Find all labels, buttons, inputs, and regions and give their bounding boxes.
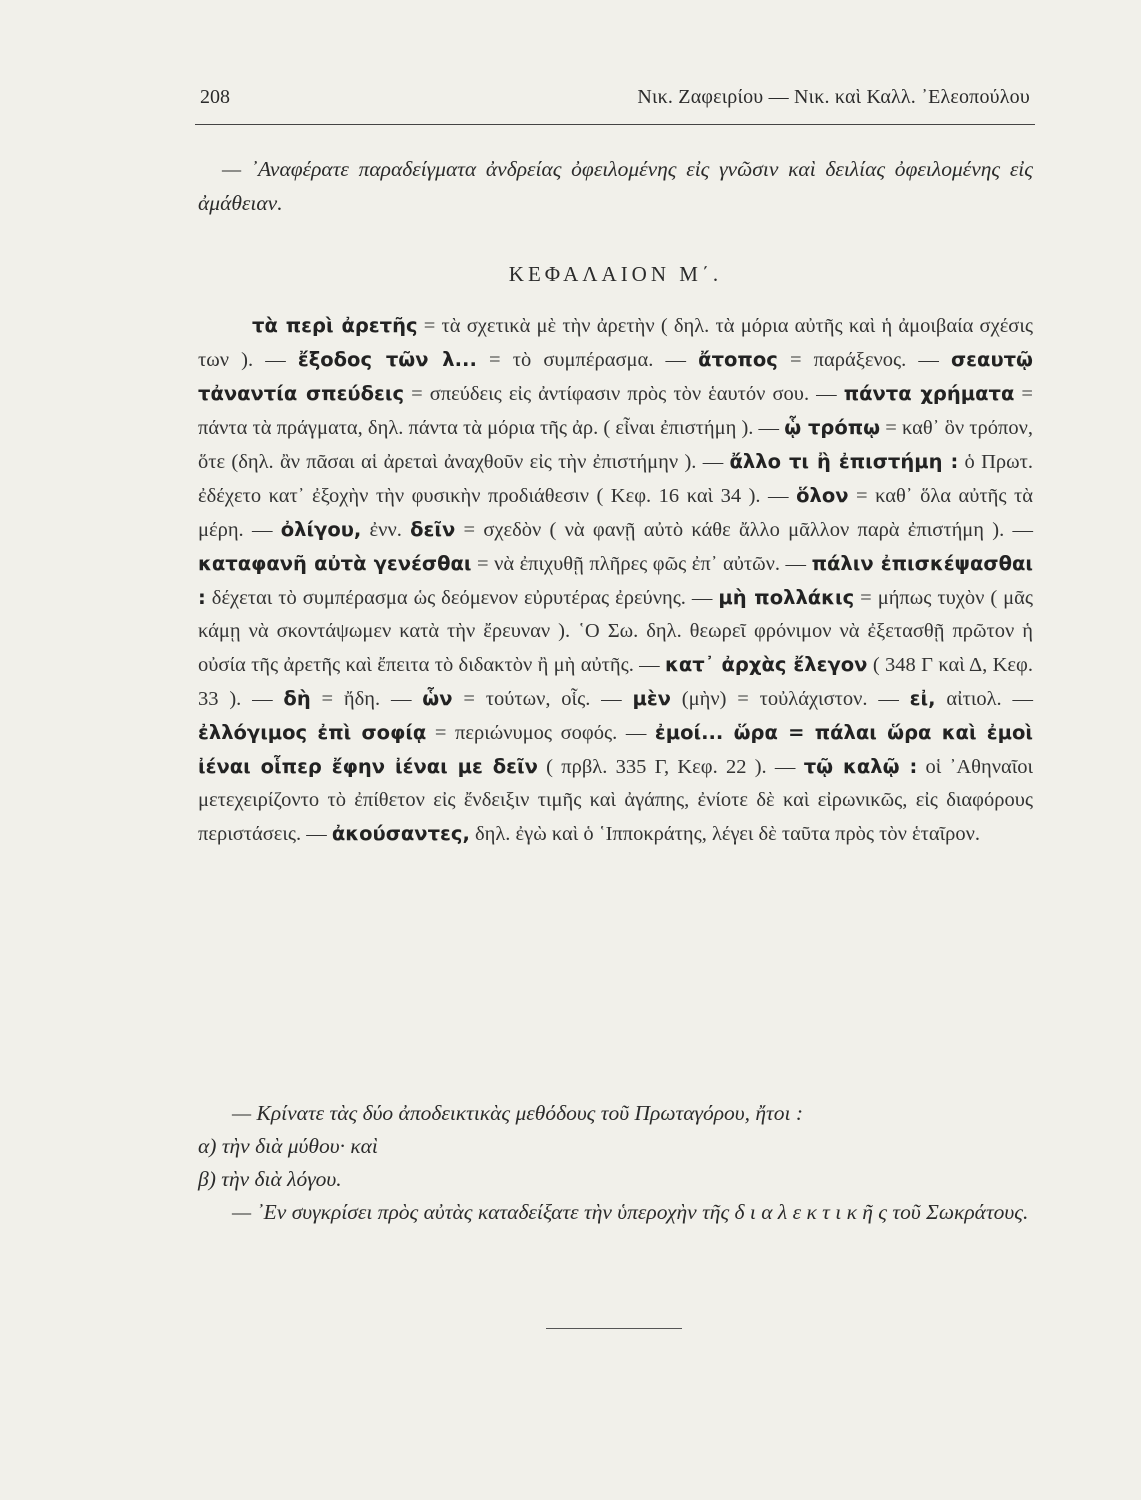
- note-gloss: = καθ᾿ ὃν τρόπον, ὅτε (δηλ. ἂν πᾶσαι αἱ ἀρεταὶ ἀναχθοῦν εἰς τὴν ἐπιστήμην ). —: [198, 417, 1033, 473]
- note-gloss: ( πρβλ. 335 Γ, Κεφ. 22 ). —: [537, 756, 804, 778]
- note-gloss: = σχεδὸν ( νὰ φανῇ αὐτὸ κάθε ἄλλο μᾶλλον παρὰ ἐπιστήμη ). —: [455, 519, 1033, 541]
- exercise-block: [198, 1097, 1033, 1229]
- chapter-title: ΚΕΦΑΛΑΙΟΝ Μ΄.: [508, 262, 723, 286]
- note-term: ἐλλόγιμος ἐπὶ σοφίᾳ: [198, 721, 427, 744]
- question-paragraph: — ᾿Αναφέρατε παραδείγματα ἀνδρείας ὀφειλομένης εἰς γνῶσιν καὶ δειλίας ὀφειλομένης εἰς ἀμάθειαν.: [198, 157, 1033, 215]
- note-gloss: (μὴν) = τοὐλάχιστον. —: [670, 688, 910, 710]
- note-gloss: δέχεται τὸ συμπέρασμα ὡς δεόμενον εὐρυτέρας ἐρεύνης. —: [205, 587, 719, 609]
- note-gloss: = νὰ ἐπιχυθῇ πλῆρες φῶς ἐπ᾿ αὐτῶν. —: [471, 553, 812, 575]
- note-term: ἄλλο τι ἢ ἐπιστήμη :: [729, 450, 959, 473]
- page-number: 208: [200, 86, 230, 108]
- note-term: ἔξοδος τῶν λ...: [297, 348, 477, 371]
- note-gloss: αἰτιολ. —: [935, 688, 1033, 710]
- running-title: Νικ. Ζαφειρίου — Νικ. καὶ Καλλ. ᾿Ελεοπούλου: [637, 86, 1030, 108]
- note-gloss: = πάντα τὰ πράγματα, δηλ. πάντα τὰ μόρια τῆς ἀρ. ( εἶναι ἐπιστήμη ). —: [198, 383, 1033, 439]
- note-gloss: ( 348 Γ καὶ Δ, Κεφ. 33 ). —: [198, 654, 1033, 710]
- note-term: εἰ,: [909, 687, 936, 710]
- note-term: καταφανῆ αὐτὰ γενέσθαι: [198, 552, 472, 575]
- note-term: σεαυτῷ τἀναντία σπεύδεις: [198, 348, 1033, 405]
- note-term: ἐμοί... ὥρα = πάλαι ὥρα καὶ ἐμοὶ ἰέναι οἷπερ ἔφην ἰέναι με δεῖν: [198, 721, 1033, 778]
- note-term: μὴ πολλάκις: [718, 586, 855, 609]
- note-term: πάντα χρήματα: [843, 382, 1015, 405]
- note-gloss: ὁ Πρωτ. ἐδέχετο κατ᾿ ἐξοχὴν τὴν φυσικὴν προδιάθεσιν ( Κεφ. 16 καὶ 34 ). —: [198, 451, 1034, 507]
- note-term: δεῖν: [410, 518, 456, 541]
- exercise-option-b: β) τὴν διὰ λόγου.: [198, 1167, 342, 1191]
- note-gloss: = καθ᾿ ὅλα αὐτῆς τὰ μέρη. —: [198, 485, 1033, 541]
- note-term: ὀλίγου,: [280, 518, 362, 541]
- note-gloss: οἱ ᾿Αθηναῖοι μετεχειρίζοντο τὸ ἐπίθετον εἰς ἔνδειξιν τιμῆς καὶ ἀγάπης, ἐνίοτε δὲ καὶ εἰρωνικῶς, εἰς διαφόρους περιστάσεις. —: [198, 756, 1034, 845]
- note-term: κατ᾿ ἀρχὰς ἔλεγον: [665, 653, 868, 676]
- note-gloss: = σπεύδεις εἰς ἀντίφασιν πρὸς τὸν ἑαυτόν σου. —: [404, 383, 844, 405]
- note-term: τὰ περὶ ἀρετῆς: [252, 314, 418, 337]
- page-header: [200, 86, 1030, 116]
- note-term: ὧν: [422, 687, 453, 710]
- note-term: μὲν: [632, 687, 671, 710]
- note-term: ᾧ τρόπῳ: [784, 416, 881, 439]
- note-gloss: = τὰ σχετικὰ μὲ τὴν ἀρετὴν ( δηλ. τὰ μόρια αὐτῆς καὶ ἡ ἀμοιβαία σχέσις των ). —: [198, 315, 1033, 371]
- note-gloss: = παράξενος. —: [777, 349, 951, 371]
- note-gloss: = ἤδη. —: [310, 688, 423, 710]
- note-gloss: ἐνν.: [361, 519, 411, 541]
- exercise-followup: — ᾿Εν συγκρίσει πρὸς αὐτὰς καταδείξατε τὴν ὑπεροχὴν τῆς δ ι α λ ε κ τ ι κ ῆ ς τοῦ Σωκράτους.: [232, 1200, 1029, 1224]
- exercise-intro: — Κρίνατε τὰς δύο ἀποδεικτικὰς μεθόδους τοῦ Πρωταγόρου, ἤτοι :: [232, 1101, 804, 1125]
- note-term: ἄτοπος: [698, 348, 778, 371]
- note-term: ἀκούσαντες,: [331, 822, 470, 845]
- end-rule: [546, 1328, 682, 1329]
- commentary-notes: [198, 309, 1033, 851]
- header-rule: [195, 124, 1035, 125]
- note-gloss: = τούτων, οἷς. —: [452, 688, 633, 710]
- exercise-option-a: α) τὴν διὰ μύθου· καὶ: [198, 1134, 378, 1158]
- note-gloss: = περιώνυμος σοφός. —: [426, 722, 655, 744]
- note-gloss: δηλ. ἐγὼ καὶ ὁ ῾Ιπποκράτης, λέγει δὲ ταῦτα πρὸς τὸν ἑταῖρον.: [469, 823, 981, 845]
- note-term: πάλιν ἐπισκέψασθαι :: [198, 552, 1033, 609]
- note-gloss: = τὸ συμπέρασμα. —: [476, 349, 699, 371]
- note-term: τῷ καλῷ :: [803, 755, 918, 778]
- note-term: ὅλον: [796, 484, 849, 507]
- note-gloss: = μήπως τυχὸν ( μᾶς κάμῃ νὰ σκοντάψωμεν κατὰ τὴν ἔρευναν ). ῾Ο Σω. δηλ. θεωρεῖ φρόνιμον νὰ ἐξετασθῇ πρῶτον ἡ οὐσία τῆς ἀρετῆς καὶ ἔπειτα τὸ διδακτὸν ἢ μὴ αὐτῆς. —: [198, 587, 1034, 676]
- note-term: δὴ: [283, 687, 311, 710]
